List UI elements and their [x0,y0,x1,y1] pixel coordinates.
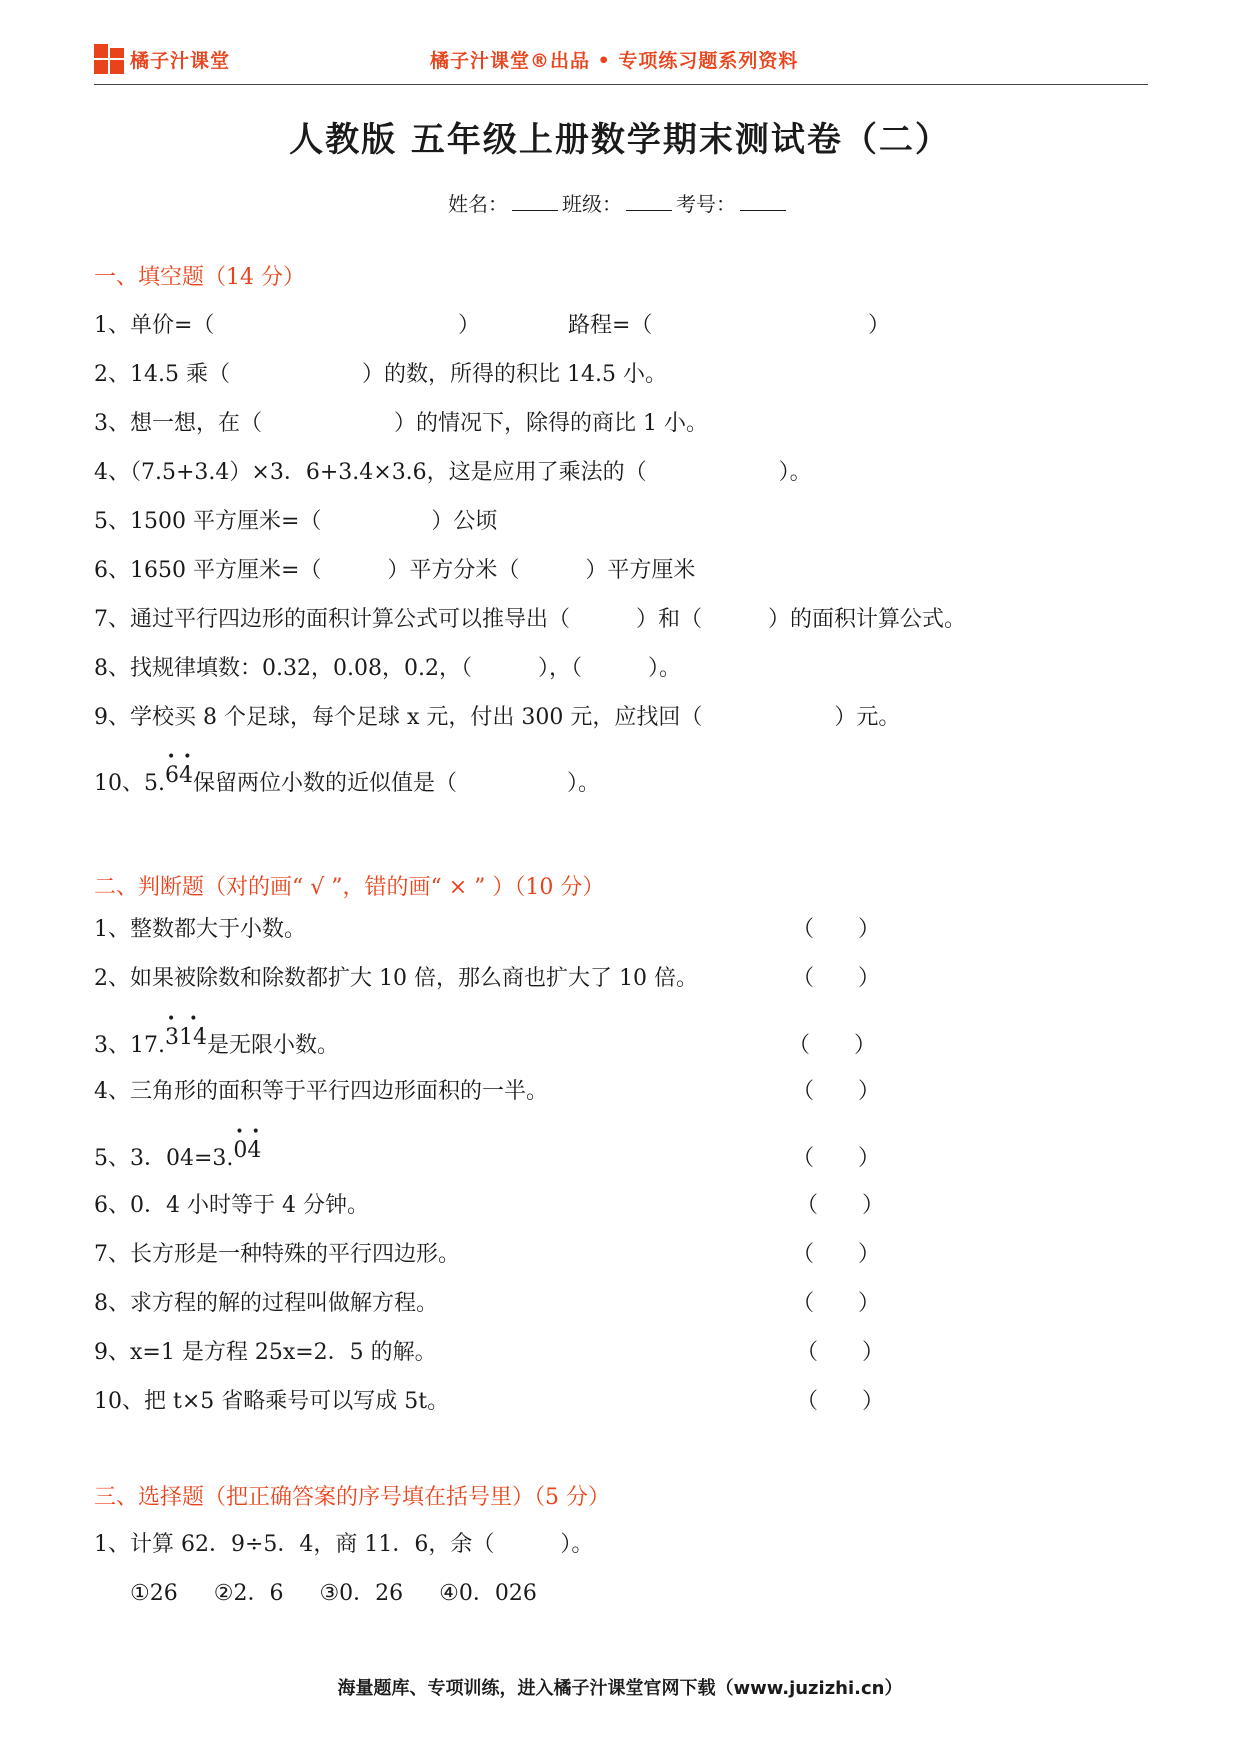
s2-q6: 6、0．4 小时等于 4 分钟。 [94,1193,369,1218]
s2-q5-prefix: 5、3．04=3. [94,1146,234,1171]
section3-heading: 三、选择题（把正确答案的序号填在括号里）（5 分） [94,1485,610,1510]
number-blank [740,192,786,211]
section1-heading: 一、填空题（14 分） [94,265,305,290]
s1-q1a-close: ） [458,313,481,338]
s2-q2: 2、如果被除数和除数都扩大 10 倍，那么商也扩大了 10 倍。 [94,966,698,991]
s1-q7: 7、通过平行四边形的面积计算公式可以推导出（ ）和（ ）的面积计算公式。 [94,607,967,632]
s3-q1-options [130,1576,573,1607]
s2-q3-paren: （ ） [788,1033,877,1058]
s1-q1b-close: ） [868,313,891,338]
page-footer: 海量题库、专项训练，进入橘子汁课堂官网下载（www.juzizhi.cn） [337,1678,903,1699]
s1-q10 [94,749,601,797]
s1-q10-prefix: 10、5. [94,771,165,796]
header-tagline: 橘子汁课堂®出品 • 专项练习题系列资料 [430,50,799,72]
s2-q2-paren: （ ） [792,966,881,991]
repeating-decimal: •• 64 [165,749,200,788]
s1-q1a: 1、单价=（ [94,313,215,338]
s1-q5: 5、1500 平方厘米=（ ）公顷 [94,509,498,534]
option-2: ②2．6 [213,1581,284,1606]
s2-q7-paren: （ ） [792,1242,881,1267]
name-label: 姓名： [448,192,508,216]
s1-q6: 6、1650 平方厘米=（ ）平方分米（ ）平方厘米 [94,558,696,583]
s1-q4: 4、（7.5+3.4）×3．6+3.4×3.6，这是应用了乘法的（ ）。 [94,460,812,485]
s1-q3: 3、想一想，在（ ）的情况下，除得的商比 1 小。 [94,411,708,436]
s2-q5-digits: 04 [233,1138,262,1163]
brand-logo [94,44,230,74]
s2-q10-paren: （ ） [796,1389,885,1414]
name-blank [512,192,558,211]
s2-q3-digits: 314 [165,1025,207,1050]
logo-text: 橘子汁课堂 [130,49,231,72]
s1-q10-digits: 64 [165,763,193,788]
s2-q8-paren: （ ） [792,1291,881,1316]
repeating-decimal: •• 314 [165,1011,212,1050]
s2-q7: 7、长方形是一种特殊的平行四边形。 [94,1242,460,1267]
s2-q5-paren: （ ） [792,1146,881,1171]
section2-heading: 二、判断题（对的画“ √ ”，错的画“ × ” ）（10 分） [94,875,605,900]
s2-q1-paren: （ ） [792,917,881,942]
page-header [94,40,1148,85]
s3-q1: 1、计算 62．9÷5．4，商 11．6，余（ ）。 [94,1532,594,1557]
s2-q9: 9、x=1 是方程 25x=2．5 的解。 [94,1340,437,1365]
option-3: ③0．26 [319,1581,404,1606]
page-title: 人教版 五年级上册数学期末测试卷（二） [289,120,951,160]
s2-q1: 1、整数都大于小数。 [94,917,306,942]
s2-q3-prefix: 3、17. [94,1033,165,1058]
option-4: ④0．026 [439,1581,537,1606]
class-blank [626,192,672,211]
s2-q10: 10、把 t×5 省略乘号可以写成 5t。 [94,1389,450,1414]
number-label: 考号： [676,192,736,216]
s2-q4: 4、三角形的面积等于平行四边形面积的一半。 [94,1079,548,1104]
s1-q8: 8、找规律填数：0.32，0.08，0.2，（ ），（ ）。 [94,656,681,681]
s2-q6-paren: （ ） [796,1193,885,1218]
s2-q3-suffix: 是无限小数。 [207,1033,340,1058]
s1-q9: 9、学校买 8 个足球，每个足球 x 元，付出 300 元，应找回（ ）元。 [94,705,901,730]
student-info [448,188,790,217]
s2-q9-paren: （ ） [796,1340,885,1365]
s2-q8: 8、求方程的解的过程叫做解方程。 [94,1291,438,1316]
repeating-decimal: •• 04 [233,1124,268,1163]
option-1: ①26 [130,1581,178,1606]
logo-icon [94,44,124,74]
s1-q2: 2、14.5 乘（ ）的数，所得的积比 14.5 小。 [94,362,667,387]
s2-q4-paren: （ ） [792,1079,881,1104]
class-label: 班级： [562,192,622,216]
s2-q5 [94,1124,268,1172]
s2-q3 [94,1011,340,1059]
s1-q10-suffix: 保留两位小数的近似值是（ ）。 [193,771,601,796]
s1-q1b: 路程=（ [568,313,653,338]
